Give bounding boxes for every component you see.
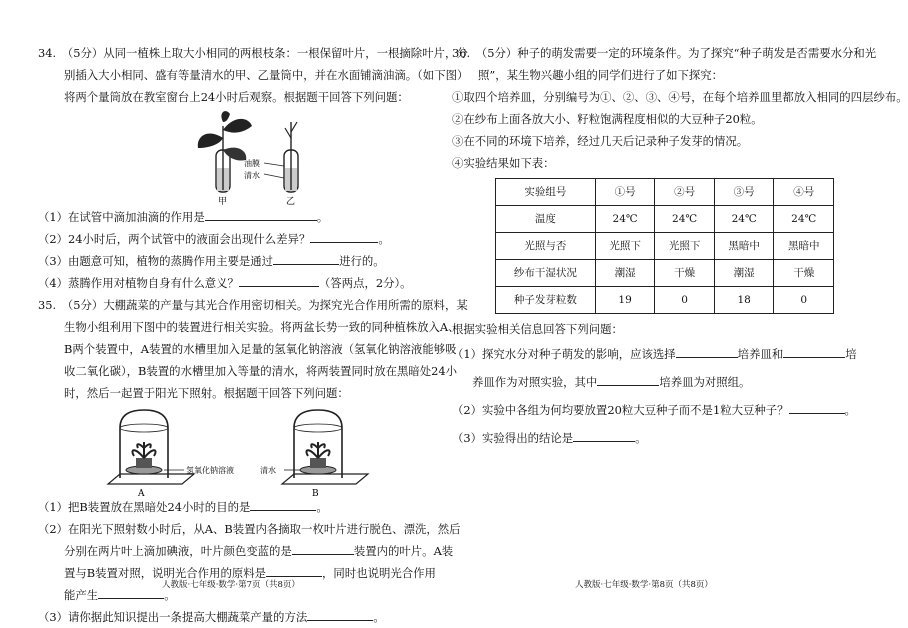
water-label: 清水 <box>244 171 260 180</box>
table-cell: 干燥 <box>655 260 715 287</box>
bell-jar-illustration <box>38 404 430 499</box>
q35-question-1: （1）把B装置放在黑暗处24小时的目的是 。 <box>38 496 430 518</box>
oil-label: 油膜 <box>244 159 260 168</box>
table-cell: 光照与否 <box>496 233 596 260</box>
table-cell: 0 <box>774 287 834 314</box>
table-cell: 19 <box>595 287 655 314</box>
q34-question-1: （1）在试管中滴加油滴的作用是 。 <box>38 206 430 228</box>
q35-question-3: （3）请你据此知识提出一条提高大棚蔬菜产量的方法 。 <box>38 606 430 628</box>
q35-question-2-line-2: 分别在两片叶上滴加碘液，叶片颜色变蓝的是 装置内的叶片。A装 <box>38 540 430 562</box>
q36-step-3: ③在不同的环境下培养，经过几天后记录种子发芽的情况。 <box>452 134 749 148</box>
test-tubes-illustration <box>38 108 430 206</box>
table-row <box>496 287 834 314</box>
device-b-label: B <box>312 489 319 499</box>
table-cell: 24℃ <box>655 206 715 233</box>
table-header-row <box>496 179 834 206</box>
table-cell: 0 <box>655 287 715 314</box>
device-a-label: A <box>138 489 145 499</box>
q36-step-2: ②在纱布上面各放大小、籽粒饱满程度相似的大豆种子20粒。 <box>452 112 763 126</box>
q36-question-2: （2）实验中各组为何均要放置20粒大豆种子而不是1粒大豆种子？ 。 <box>452 396 834 424</box>
q35-line-5: 时，然后一起置于阳光下照射。根据题干回答下列问题： <box>64 386 349 400</box>
table-cell: 光照下 <box>595 233 655 260</box>
table-row <box>496 206 834 233</box>
left-footer: 人教版·七年级·数学·第7页（共8页） <box>162 580 300 590</box>
right-footer: 人教版·七年级·数学·第8页（共8页） <box>575 580 713 590</box>
table-cell: 18 <box>714 287 774 314</box>
right-page <box>452 42 908 452</box>
water-label-b: 清水 <box>260 466 276 475</box>
table-cell: 黑暗中 <box>714 233 774 260</box>
table-header-cell: 实验组号 <box>496 179 596 206</box>
table-cell: 温度 <box>496 206 596 233</box>
q35-line-3: B两个装置中，A装置的水槽里加入足量的氢氧化钠溶液（氢氧化钠溶液能够吸 <box>64 342 457 356</box>
table-header-cell: ②号 <box>655 179 715 206</box>
q36-question-1-line-1: （1）探究水分对种子萌发的影响，应该选择 培养皿和 培 <box>452 340 834 368</box>
table-cell: 纱布干湿状况 <box>496 260 596 287</box>
q35-question-2-line-3: 置与B装置对照，说明光合作用的原料是 ，同时也说明光合作用 <box>38 562 430 584</box>
table-header-cell: ③号 <box>714 179 774 206</box>
naoh-label: 氢氧化钠溶液 <box>186 466 234 475</box>
table-cell: 24℃ <box>714 206 774 233</box>
q34-line-1: 34. （5分）从同一植株上取大小相同的两根枝条：一根保留叶片，一根摘除叶片，分 <box>38 46 468 60</box>
table-header-cell: ④号 <box>774 179 834 206</box>
table-row <box>496 260 834 287</box>
q35-question-2-line-4: 能产生 。 <box>38 584 430 606</box>
q34-question-2: （2）24小时后，两个试管中的液面会出现什么差异？ 。 <box>38 228 430 250</box>
q35-figure <box>38 404 430 499</box>
q34-question-3: （3）由题意可知，植物的蒸腾作用主要是通过 进行的。 <box>38 250 430 272</box>
experiment-table <box>495 178 834 314</box>
q36-line-2: 照”，某生物兴趣小组的同学们进行了如下探究： <box>478 68 724 82</box>
q34-line-2: 别插入大小相同、盛有等量清水的甲、乙量筒中，并在水面铺滴油滴。（如下图） <box>64 68 469 82</box>
q34-line-3: 将两个量筒放在教室窗台上24小时后观察。根据题干回答下列问题： <box>64 90 409 104</box>
q34-figure <box>38 108 430 206</box>
q36-line-1: 36. （5分）种子的萌发需要一定的环境条件。为了探究“种子萌发是否需要水分和光 <box>452 46 877 60</box>
q35-line-1: 35. （5分）大棚蔬菜的产量与其光合作用密切相关。为探究光合作用所需的原料，某 <box>38 298 468 312</box>
q36-question-3: （3）实验得出的结论是 。 <box>452 424 834 452</box>
table-cell: 黑暗中 <box>774 233 834 260</box>
table-cell: 光照下 <box>655 233 715 260</box>
left-page <box>38 42 469 628</box>
q35-line-4: 收二氧化碳），B装置的水槽里加入等量的清水，将两装置同时放在黑暗处24小 <box>64 364 458 378</box>
table-cell: 种子发芽粒数 <box>496 287 596 314</box>
q35-line-2: 生物小组利用下图中的装置进行相关实验。将两盆长势一致的同种植株放入A、 <box>64 320 460 334</box>
tube-yi-label: 乙 <box>286 197 296 207</box>
table-cell: 24℃ <box>774 206 834 233</box>
q34-question-4: （4）蒸腾作用对植物自身有什么意义？ （答两点，2分）。 <box>38 272 430 294</box>
table-cell: 潮湿 <box>595 260 655 287</box>
q36-after-table: 根据实验相关信息回答下列问题： <box>452 322 623 336</box>
table-cell: 24℃ <box>595 206 655 233</box>
q36-step-1: ①取四个培养皿，分别编号为①、②、③、④号，在每个培养皿里都放入相同的四层纱布。 <box>452 90 908 104</box>
q36-step-4: ④实验结果如下表： <box>452 156 555 170</box>
q35-question-2-line-1: （2）在阳光下照射数小时后，从A、B装置内各摘取一枚叶片进行脱色、漂洗，然后 <box>38 522 461 536</box>
tube-jia-label: 甲 <box>218 197 228 207</box>
table-header-cell: ①号 <box>595 179 655 206</box>
q36-question-1-line-2: 养皿作为对照实验，其中 培养皿为对照组。 <box>452 368 834 396</box>
table-row <box>496 233 834 260</box>
table-cell: 潮湿 <box>714 260 774 287</box>
table-cell: 干燥 <box>774 260 834 287</box>
